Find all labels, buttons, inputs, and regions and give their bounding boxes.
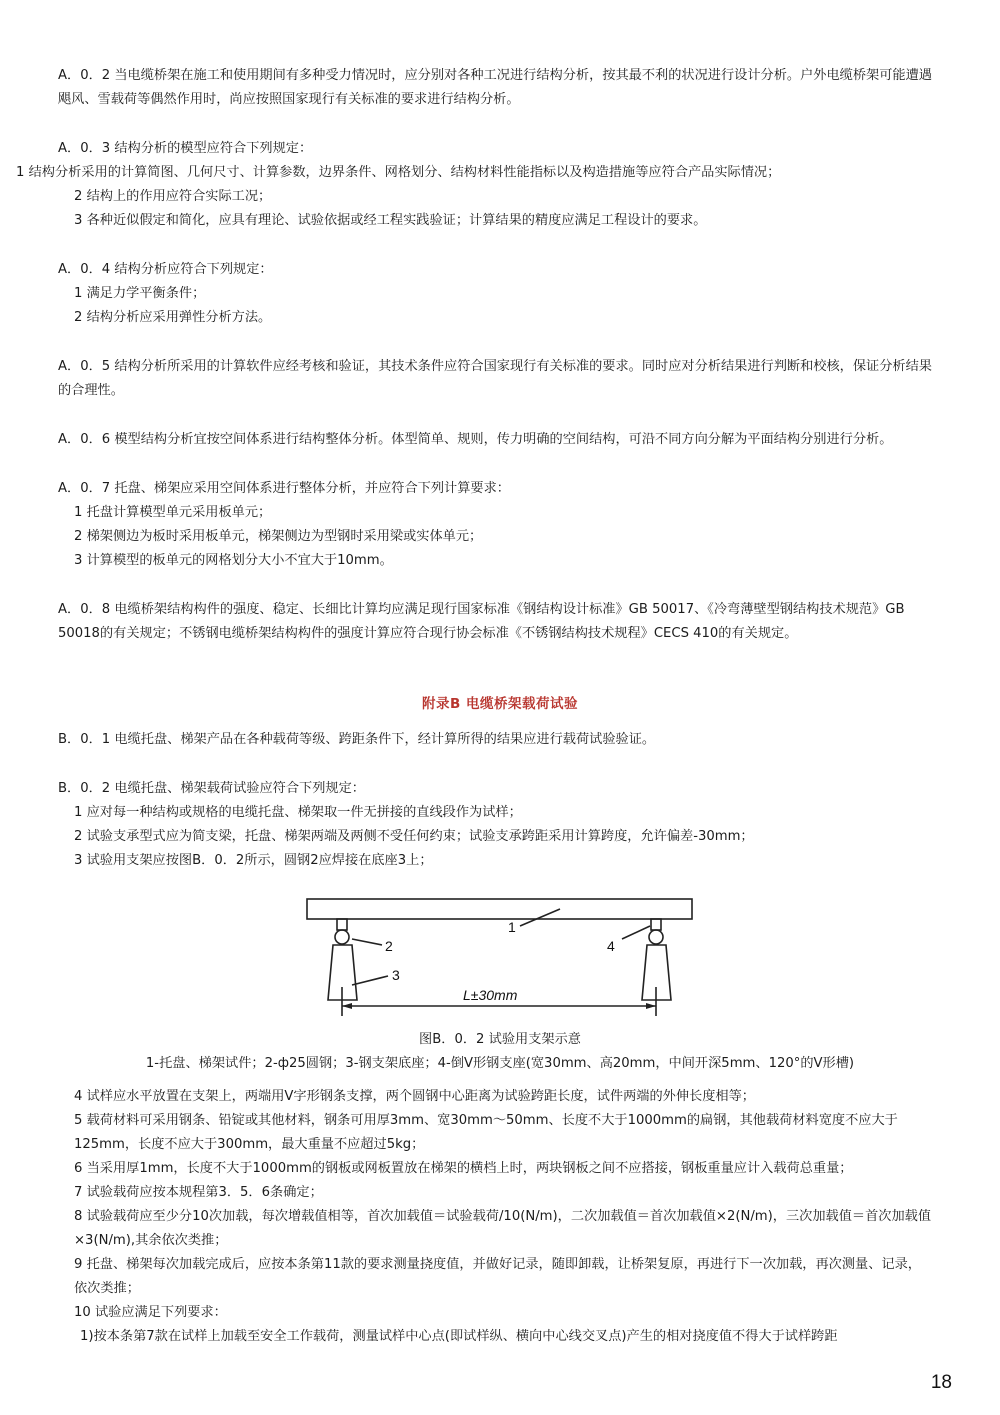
- clause-item: 5 载荷材料可采用钢条、铅锭或其他材料，钢条可用厚3mm、宽30mm～50mm、长度不大于1000mm的扁钢，其他载荷材料宽度不应大于125mm，长度不应大于300mm，最大重量不应超过5kg；: [74, 1113, 898, 1152]
- clause-text: A．0．2 当电缆桥架在施工和使用期间有多种受力情况时，应分别对各种工况进行结构分析，按其最不利的状况进行设计分析。户外电缆桥架可能遭遇飓风、雪载荷等偶然作用时，尚应按照国家现行有关标准的要求进行结构分析。: [58, 68, 932, 107]
- clause-item: 2 试验支承型式应为简支梁，托盘、梯架两端及两侧不受任何约束；试验支承跨距采用计算跨度，允许偏差-30mm；: [74, 829, 754, 844]
- clause-a-0-4: [0, 258, 1000, 330]
- clause-item: 1 结构分析采用的计算简图、几何尺寸、计算参数，边界条件、网格划分、结构材料性能指标以及构造措施等应符合产品实际情况；: [16, 165, 781, 180]
- span-dimension-label: L±30mm: [463, 987, 518, 1003]
- clause-text: A．0．4 结构分析应符合下列规定：: [58, 262, 273, 277]
- clause-b-0-2: [0, 777, 1000, 873]
- clause-b-0-1: [0, 728, 1000, 752]
- clause-a-0-3: [0, 137, 1000, 233]
- clause-a-0-5: [0, 355, 1000, 403]
- clause-item: 9 托盘、梯架每次加载完成后，应按本条第11款的要求测量挠度值，并做好记录，随即卸载，让桥架复原，再进行下一次加载，再次测量、记录，依次类推；: [74, 1257, 921, 1296]
- leader-4: [622, 926, 650, 939]
- right-round-steel-shape: [649, 930, 663, 944]
- clause-item: 1 满足力学平衡条件；: [74, 286, 206, 301]
- leader-1: [520, 909, 560, 926]
- label-1: 1: [508, 919, 516, 935]
- clause-text: B．0．2 电缆托盘、梯架载荷试验应符合下列规定：: [58, 781, 365, 796]
- clause-a-0-2: [0, 64, 1000, 112]
- clause-item: 3 各种近似假定和简化，应具有理论、试验依据或经工程实践验证；计算结果的精度应满足工程设计的要求。: [74, 213, 707, 228]
- tray-specimen-shape: [307, 899, 692, 919]
- clause-item: 8 试验载荷应至少分10次加载，每次增载值相等，首次加载值＝试验载荷/10(N/m)，二次加载值＝首次加载值×2(N/m)，三次加载值＝首次加载值×3(N/m),其余依次类推；: [74, 1209, 932, 1248]
- label-4: 4: [607, 938, 615, 954]
- support-diagram-svg: [0, 879, 1000, 1029]
- clause-item: 3 试验用支架应按图B．0．2所示，圆钢2应焊接在底座3上；: [74, 853, 433, 868]
- clause-a-0-6: [0, 428, 1000, 452]
- clause-a-0-7: [0, 477, 1000, 573]
- clause-text: A．0．6 模型结构分析宜按空间体系进行结构整体分析。体型简单、规则，传力明确的空间结构，可沿不同方向分解为平面结构分别进行分析。: [58, 432, 893, 447]
- appendix-a-section: [0, 64, 1000, 646]
- clause-item: 2 结构上的作用应符合实际工况；: [74, 189, 272, 204]
- appendix-b-section: [0, 728, 1000, 873]
- right-v-support-shape: [651, 919, 661, 930]
- figure-caption: 图B．0．2 试验用支架示意: [419, 1032, 581, 1047]
- left-v-support-shape: [337, 919, 347, 930]
- clause-text: B．0．1 电缆托盘、梯架产品在各种载荷等级、跨距条件下，经计算所得的结果应进行载荷试验验证。: [58, 732, 656, 747]
- clause-item: 2 梯架侧边为板时采用板单元，梯架侧边为型钢时采用梁或实体单元；: [74, 529, 483, 544]
- clause-item: 4 试样应水平放置在支架上，两端用V字形钢条支撑，两个圆钢中心距离为试验跨距长度，试件两端的外伸长度相等；: [74, 1089, 755, 1104]
- dim-arrow-left: [342, 1003, 352, 1009]
- dim-arrow-right: [646, 1003, 656, 1009]
- clause-b-0-2-continued: [0, 1085, 1000, 1349]
- clause-a-0-8: [0, 598, 1000, 646]
- clause-text: A．0．7 托盘、梯架应采用空间体系进行整体分析，并应符合下列计算要求：: [58, 481, 510, 496]
- clause-text: A．0．3 结构分析的模型应符合下列规定：: [58, 141, 313, 156]
- clause-item: 3 计算模型的板单元的网格划分大小不宜大于10mm。: [74, 553, 393, 568]
- clause-item: 10 试验应满足下列要求：: [74, 1305, 227, 1320]
- support-diagram: [0, 879, 1000, 1029]
- clause-text: A．0．8 电缆桥架结构构件的强度、稳定、长细比计算均应满足现行国家标准《钢结构设计标准》GB 50017、《冷弯薄壁型钢结构技术规范》GB 50018的有关规定；不锈钢电缆桥架结构构件的强度计算应符合现行协会标准《不锈钢结构技术规程》CECS 410的有关规定。: [58, 602, 905, 641]
- clause-sub-item: 1)按本条第7款在试样上加载至安全工作载荷，测量试样中心点(即试样纵、横向中心线交叉点)产生的相对挠度值不得大于试样跨距: [80, 1329, 838, 1344]
- clause-item: 1 托盘计算模型单元采用板单元；: [74, 505, 272, 520]
- label-2: 2: [385, 938, 393, 954]
- leader-3: [352, 976, 388, 985]
- clause-text: A．0．5 结构分析所采用的计算软件应经考核和验证，其技术条件应符合国家现行有关标准的要求。同时应对分析结果进行判断和校核，保证分析结果的合理性。: [58, 359, 932, 398]
- clause-item: 1 应对每一种结构或规格的电缆托盘、梯架取一件无拼接的直线段作为试样；: [74, 805, 522, 820]
- figure-legend: 1-托盘、梯架试件；2-ф25圆钢；3-钢支架底座；4-倒V形钢支座(宽30mm、高20mm，中间开深5mm、120°的V形槽): [145, 1056, 855, 1071]
- clause-item: 7 试验载荷应按本规程第3．5．6条确定；: [74, 1185, 323, 1200]
- clause-item: 6 当采用厚1mm，长度不大于1000mm的钢板或网板置放在梯架的横档上时，两块钢板之间不应搭接，钢板重量应计入载荷总重量；: [74, 1161, 853, 1176]
- label-3: 3: [392, 967, 400, 983]
- clause-item: 2 结构分析应采用弹性分析方法。: [74, 310, 272, 325]
- left-round-steel-shape: [335, 930, 349, 944]
- page-number: 18: [930, 1372, 952, 1393]
- appendix-b-title: 附录B 电缆桥架载荷试验: [422, 696, 578, 712]
- leader-2: [352, 939, 382, 945]
